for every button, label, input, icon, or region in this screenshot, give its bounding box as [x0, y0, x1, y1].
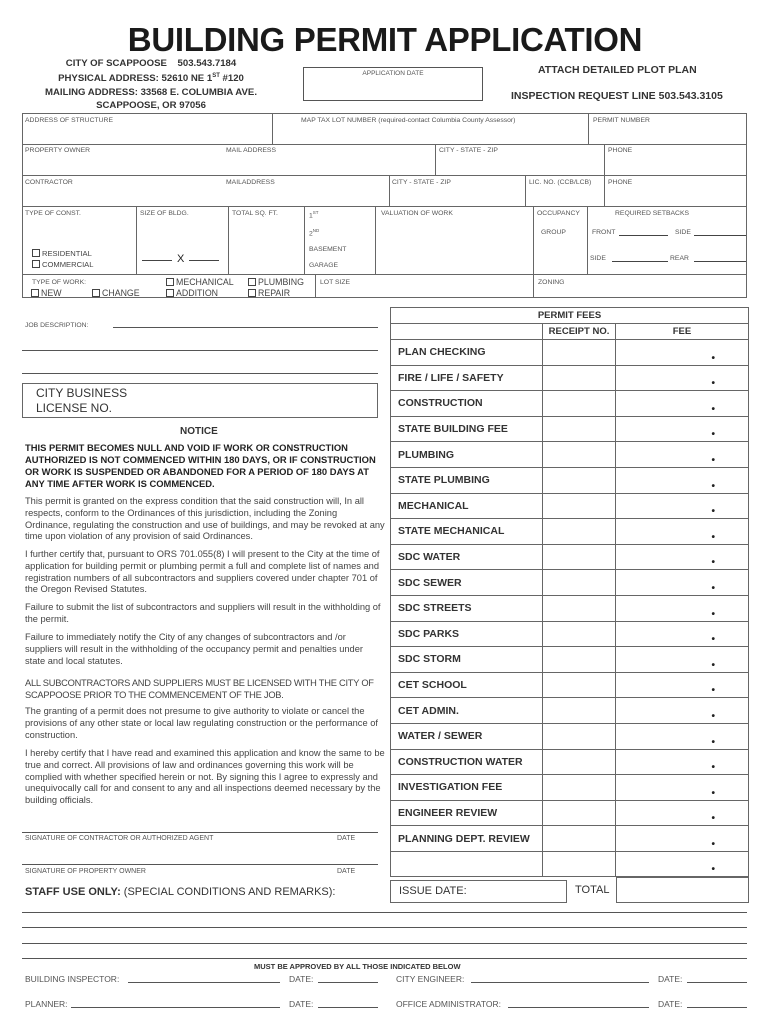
- remarks-line-2[interactable]: [22, 927, 747, 928]
- type-of-work-label: TYPE OF WORK:: [32, 279, 87, 286]
- fee-amount-field[interactable]: [616, 647, 749, 673]
- fee-amount-field[interactable]: [616, 391, 749, 417]
- notice-paragraph-7: I hereby certify that I have read and examined this application and know the same to be true and correct. All provisions of law and ordinances governing this work will be complied with whether specified herein or not. By signing this I agree to expressly and unequivocally call for and consent to any and all inspections deemed necessary by the building officials.: [25, 748, 385, 806]
- permit-fees-title: PERMIT FEES: [391, 308, 749, 324]
- fee-item-label: [391, 851, 543, 877]
- approval-note: MUST BE APPROVED BY ALL THOSE INDICATED BELOW: [254, 962, 461, 971]
- fee-amount-field[interactable]: [616, 672, 749, 698]
- map-tax-lot-field[interactable]: MAP TAX LOT NUMBER (required-contact Columbia County Assessor): [301, 117, 516, 124]
- receipt-no-field[interactable]: [543, 647, 616, 673]
- total-sq-ft-field[interactable]: TOTAL SQ. FT.: [232, 210, 278, 217]
- fee-item-label: CET SCHOOL: [391, 672, 543, 698]
- fee-amount-field[interactable]: [616, 621, 749, 647]
- fee-row: [391, 442, 749, 468]
- receipt-no-field[interactable]: [543, 621, 616, 647]
- size-of-building-label: SIZE OF BLDG.: [140, 210, 189, 217]
- remarks-line-3[interactable]: [22, 943, 747, 944]
- permit-fees-table: [390, 307, 749, 877]
- planner-date-label: DATE:: [289, 999, 314, 1009]
- fee-item-label: SDC STORM: [391, 647, 543, 673]
- fee-amount-field[interactable]: [616, 698, 749, 724]
- permit-number-field[interactable]: PERMIT NUMBER: [593, 117, 650, 124]
- fee-amount-field[interactable]: [616, 595, 749, 621]
- occupancy-label: OCCUPANCY: [537, 210, 580, 217]
- contractor-city-state-zip-field[interactable]: CITY - STATE - ZIP: [392, 179, 451, 186]
- notice-paragraph-5: ALL SUBCONTRACTORS AND SUPPLIERS MUST BE LICENSED WITH THE CITY OF SCAPPOOSE PRIOR TO THE COMMENCEMENT OF THE JOB.: [25, 678, 374, 700]
- fee-amount-field[interactable]: [616, 570, 749, 596]
- fee-row: [391, 749, 749, 775]
- fee-item-label: SDC WATER: [391, 544, 543, 570]
- fee-amount-field[interactable]: [616, 826, 749, 852]
- receipt-no-field[interactable]: [543, 519, 616, 545]
- notice-paragraph-4: Failure to immediately notify the City of any changes of subcontractors and /or suppliers will result in the withholding of the occupancy permit and penalties under state and local statutes.: [25, 632, 363, 666]
- fee-item-label: PLANNING DEPT. REVIEW: [391, 826, 543, 852]
- checkbox-icon: [92, 289, 100, 297]
- mailing-address: MAILING ADDRESS: 33568 E. COLUMBIA AVE.: [45, 86, 257, 98]
- basement-field[interactable]: BASEMENT: [309, 246, 347, 253]
- receipt-no-field[interactable]: [543, 544, 616, 570]
- checkbox-icon: [31, 289, 39, 297]
- owner-signature-line[interactable]: [22, 864, 378, 865]
- fee-row: [391, 647, 749, 673]
- owner-mail-address-field[interactable]: MAIL ADDRESS: [226, 147, 276, 154]
- office-administrator-label: OFFICE ADMINISTRATOR:: [396, 999, 501, 1009]
- fee-row: [391, 595, 749, 621]
- notice-null-void: THIS PERMIT BECOMES NULL AND VOID IF WORK OR CONSTRUCTION AUTHORIZED IS NOT COMMENCED WITHIN 180 DAYS, OR IF CONSTRUCTION OR WORK IS SUSPENDED OR ABANDONED FOR A PERIOD OF 180 DAYS AT ANY TIME AFTER WORK IS COMMENCED.: [25, 442, 376, 489]
- valuation-of-work-field[interactable]: VALUATION OF WORK: [381, 210, 453, 217]
- fee-row: [391, 621, 749, 647]
- city-state-zip: SCAPPOOSE, OR 97056: [96, 99, 206, 111]
- fee-row: [391, 467, 749, 493]
- planner-date-field[interactable]: [318, 1007, 378, 1008]
- required-setbacks-label: REQUIRED SETBACKS: [615, 210, 690, 217]
- owner-city-state-zip-field[interactable]: CITY - STATE - ZIP: [439, 147, 498, 154]
- fee-amount-field[interactable]: [616, 365, 749, 391]
- fee-item-label: INVESTIGATION FEE: [391, 775, 543, 801]
- work-mechanical-checkbox[interactable]: MECHANICAL: [166, 277, 234, 287]
- setback-rear-label: REAR: [670, 255, 689, 262]
- fee-item-label: MECHANICAL: [391, 493, 543, 519]
- fee-amount-field[interactable]: [616, 442, 749, 468]
- work-addition-checkbox[interactable]: ADDITION: [166, 288, 218, 298]
- building-length-field[interactable]: [189, 260, 219, 261]
- building-inspector-signature-field[interactable]: [128, 982, 280, 983]
- receipt-no-header: RECEIPT NO.: [543, 324, 616, 340]
- receipt-no-field[interactable]: [543, 826, 616, 852]
- fee-item-label: CET ADMIN.: [391, 698, 543, 724]
- garage-field[interactable]: GARAGE: [309, 262, 339, 269]
- receipt-no-field[interactable]: [543, 493, 616, 519]
- fee-row: [391, 340, 749, 366]
- setback-rear-field[interactable]: [694, 261, 746, 262]
- receipt-no-field[interactable]: [543, 391, 616, 417]
- fee-amount-field[interactable]: [616, 749, 749, 775]
- city-engineer-date-label: DATE:: [658, 974, 683, 984]
- fee-amount-field[interactable]: [616, 467, 749, 493]
- setback-side-label: SIDE: [675, 229, 691, 236]
- city-address-block: [26, 57, 276, 112]
- city-phone-line: CITY OF SCAPPOOSE 503.543.7184: [65, 58, 237, 69]
- fee-item-label: PLUMBING: [391, 442, 543, 468]
- building-inspector-label: BUILDING INSPECTOR:: [25, 974, 120, 984]
- receipt-no-field[interactable]: [543, 467, 616, 493]
- fee-row: [391, 570, 749, 596]
- fee-row: [391, 544, 749, 570]
- issue-date-field[interactable]: ISSUE DATE:: [390, 880, 567, 903]
- address-of-structure-field[interactable]: ADDRESS OF STRUCTURE: [25, 117, 113, 124]
- fee-item-label: STATE PLUMBING: [391, 467, 543, 493]
- fee-item-label: SDC SEWER: [391, 570, 543, 596]
- page-title: BUILDING PERMIT APPLICATION: [127, 21, 643, 58]
- setback-front-field[interactable]: [619, 235, 668, 236]
- contractor-date-label: DATE: [337, 835, 356, 842]
- fee-row: [391, 672, 749, 698]
- fee-amount-field[interactable]: [616, 416, 749, 442]
- work-plumbing-checkbox[interactable]: PLUMBING: [248, 277, 304, 287]
- work-repair-checkbox[interactable]: REPAIR: [248, 288, 290, 298]
- work-new-checkbox[interactable]: NEW: [31, 288, 62, 298]
- staff-use-heading: STAFF USE ONLY: (SPECIAL CONDITIONS AND REMARKS):: [25, 886, 336, 898]
- fee-item-label: CONSTRUCTION WATER: [391, 749, 543, 775]
- receipt-no-field[interactable]: [543, 365, 616, 391]
- receipt-no-field[interactable]: [543, 672, 616, 698]
- fee-amount-field[interactable]: [616, 800, 749, 826]
- fee-amount-field[interactable]: [616, 544, 749, 570]
- remarks-line-1[interactable]: [22, 912, 747, 913]
- receipt-no-field[interactable]: [543, 442, 616, 468]
- receipt-no-field[interactable]: [543, 851, 616, 877]
- fee-item-label: SDC PARKS: [391, 621, 543, 647]
- property-owner-field[interactable]: PROPERTY OWNER: [25, 147, 91, 154]
- fee-item-label: SDC STREETS: [391, 595, 543, 621]
- checkbox-icon: [248, 289, 256, 297]
- office-administrator-date-field[interactable]: [687, 1007, 747, 1008]
- notice-paragraph-1: This permit is granted on the express condition that the said construction will, In all respects, conform to the Ordinances of this jurisdiction, including the Zoning Ordinance, regulating the construction and use of buildings, and may be revoked at any time upon violation of any provision of said Ordinances.: [25, 496, 385, 542]
- fee-item-label: PLAN CHECKING: [391, 340, 543, 366]
- fee-row: [391, 493, 749, 519]
- fee-header: FEE: [616, 324, 749, 340]
- contractor-phone-field[interactable]: PHONE: [608, 179, 633, 186]
- notice-paragraph-6: The granting of a permit does not presume to give authority to violate or cancel the provisions of any other state or local law regulating construction or the performance of construction.: [25, 706, 378, 740]
- fee-row: [391, 391, 749, 417]
- notice-paragraph-3: Failure to submit the list of subcontractors and suppliers will result in the withholding of the permit.: [25, 602, 381, 624]
- owner-phone-field[interactable]: PHONE: [608, 147, 633, 154]
- fee-row: [391, 698, 749, 724]
- fee-row: [391, 775, 749, 801]
- contractor-field[interactable]: CONTRACTOR: [25, 179, 73, 186]
- fee-item-label: ENGINEER REVIEW: [391, 800, 543, 826]
- building-inspector-date-label: DATE:: [289, 974, 314, 984]
- application-date-label: APPLICATION DATE: [362, 70, 424, 77]
- application-date-field[interactable]: [303, 67, 483, 101]
- fee-item-label: WATER / SEWER: [391, 723, 543, 749]
- fee-amount-field[interactable]: [616, 851, 749, 877]
- fee-row: [391, 416, 749, 442]
- job-description-line-3[interactable]: [22, 373, 378, 374]
- checkbox-icon: [32, 249, 40, 257]
- lot-size-field[interactable]: LOT SIZE: [320, 279, 351, 286]
- city-engineer-date-field[interactable]: [687, 982, 747, 983]
- fee-row: [391, 826, 749, 852]
- receipt-no-field[interactable]: [543, 800, 616, 826]
- fee-row: [391, 519, 749, 545]
- physical-address: PHYSICAL ADDRESS: 52610 NE 1ST #120: [58, 73, 244, 85]
- receipt-no-field[interactable]: [543, 723, 616, 749]
- setback-front-label: FRONT: [592, 229, 616, 236]
- planner-label: PLANNER:: [25, 999, 68, 1009]
- job-description-label: JOB DESCRIPTION:: [25, 322, 89, 329]
- building-width-field[interactable]: [142, 260, 172, 261]
- business-license-field[interactable]: CITY BUSINESS LICENSE NO.: [22, 383, 378, 418]
- inspection-request-line: INSPECTION REQUEST LINE 503.543.3105: [511, 90, 723, 102]
- receipt-no-field[interactable]: [543, 416, 616, 442]
- size-multiplier: X: [177, 253, 185, 265]
- receipt-no-field[interactable]: [543, 340, 616, 366]
- owner-signature-label: SIGNATURE OF PROPERTY OWNER: [25, 868, 146, 875]
- receipt-no-field[interactable]: [543, 775, 616, 801]
- attach-plot-plan-note: ATTACH DETAILED PLOT PLAN: [538, 64, 697, 76]
- building-inspector-date-field[interactable]: [318, 982, 378, 983]
- fee-amount-field[interactable]: [616, 340, 749, 366]
- owner-date-label: DATE: [337, 868, 356, 875]
- contractor-mail-address-field[interactable]: MAILADDRESS: [226, 179, 275, 186]
- receipt-no-field[interactable]: [543, 749, 616, 775]
- setback-side2-label: SIDE: [590, 255, 606, 262]
- setback-side-field[interactable]: [694, 235, 746, 236]
- fee-row: [391, 723, 749, 749]
- commercial-checkbox[interactable]: COMMERCIAL: [32, 260, 93, 269]
- checkbox-icon: [166, 289, 174, 297]
- fee-amount-field[interactable]: [616, 775, 749, 801]
- remarks-line-4[interactable]: [22, 958, 747, 959]
- total-label: TOTAL: [575, 884, 610, 896]
- residential-checkbox[interactable]: RESIDENTIAL: [32, 249, 92, 258]
- fee-item-label: STATE BUILDING FEE: [391, 416, 543, 442]
- checkbox-icon: [166, 278, 174, 286]
- total-fee-field[interactable]: [616, 877, 749, 903]
- fee-item-label: STATE MECHANICAL: [391, 519, 543, 545]
- zoning-field[interactable]: ZONING: [538, 279, 565, 286]
- license-number-field[interactable]: LIC. NO. (CCB/LCB): [529, 179, 592, 186]
- city-engineer-label: CITY ENGINEER:: [396, 974, 465, 984]
- planner-signature-field[interactable]: [71, 1007, 280, 1008]
- checkbox-icon: [248, 278, 256, 286]
- work-change-checkbox[interactable]: CHANGE: [92, 288, 140, 298]
- office-administrator-signature-field[interactable]: [508, 1007, 649, 1008]
- fee-amount-field[interactable]: [616, 723, 749, 749]
- receipt-no-field[interactable]: [543, 595, 616, 621]
- fee-row: [391, 851, 749, 877]
- contractor-signature-label: SIGNATURE OF CONTRACTOR OR AUTHORIZED AGENT: [25, 835, 214, 842]
- fee-amount-field[interactable]: [616, 493, 749, 519]
- fee-item-label: FIRE / LIFE / SAFETY: [391, 365, 543, 391]
- contractor-signature-line[interactable]: [22, 832, 378, 833]
- city-engineer-signature-field[interactable]: [471, 982, 649, 983]
- type-of-construction-label: TYPE OF CONST.: [25, 210, 81, 217]
- first-floor-field[interactable]: 1ST: [309, 210, 319, 220]
- notice-paragraph-2: I further certify that, pursuant to ORS 701.055(8) I will present to the City at the time of application for building permit or plumbing permit a full and complete list of names and registration numbers of all subcontractors and suppliers covered under chapter 701 of the Oregon Revised Statutes.: [25, 549, 380, 595]
- checkbox-icon: [32, 260, 40, 268]
- fee-row: [391, 800, 749, 826]
- fee-amount-field[interactable]: [616, 519, 749, 545]
- receipt-no-field[interactable]: [543, 698, 616, 724]
- job-description-line-1[interactable]: [113, 327, 378, 328]
- fee-row: [391, 365, 749, 391]
- receipt-no-field[interactable]: [543, 570, 616, 596]
- setback-side2-field[interactable]: [612, 261, 668, 262]
- notice-heading: NOTICE: [180, 426, 218, 437]
- job-description-line-2[interactable]: [22, 350, 378, 351]
- fee-item-label: CONSTRUCTION: [391, 391, 543, 417]
- office-administrator-date-label: DATE:: [658, 999, 683, 1009]
- second-floor-field[interactable]: 2ND: [309, 228, 320, 238]
- occupancy-group-field[interactable]: GROUP: [541, 229, 566, 236]
